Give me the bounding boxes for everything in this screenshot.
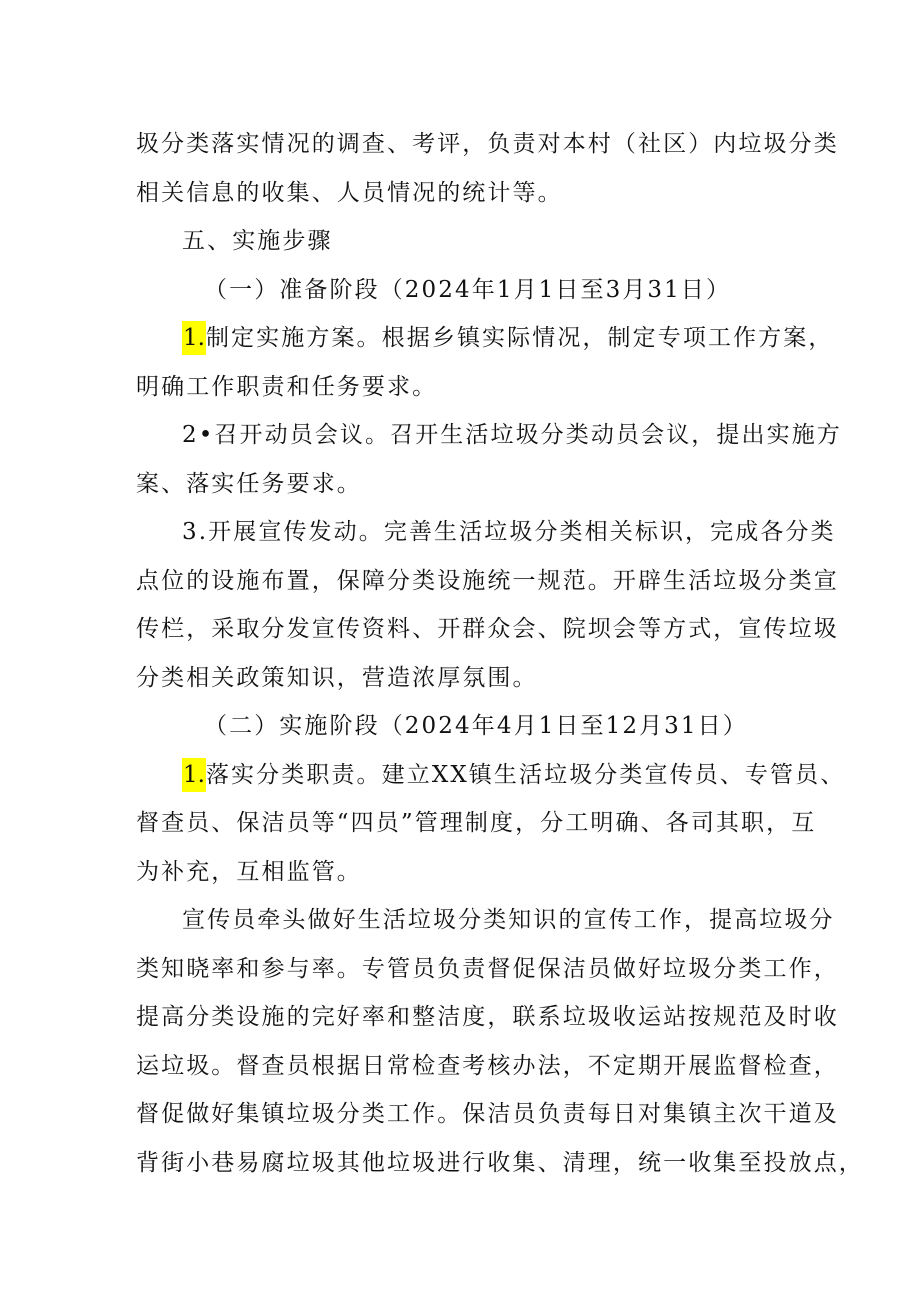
- text-line-22: 背街小巷易腐垃圾其他垃圾进行收集、清理，统一收集至投放点，: [136, 1149, 864, 1176]
- subsection-heading-1: （一）准备阶段（2024年1月1日至3月31日）: [204, 276, 732, 303]
- document-body: [136, 120, 864, 1187]
- text-line-6: 明确工作职责和任务要求。: [136, 373, 438, 400]
- text-line-18: 类知晓率和参与率。专管员负责督促保洁员做好垃圾分类工作，: [136, 955, 839, 982]
- text-line-11: 传栏，采取分发宣传资料、开群众会、院坝会等方式，宣传垃圾: [136, 616, 839, 642]
- subsection-heading-2: （二）实施阶段（2024年4月1日至12月31日）: [204, 713, 748, 739]
- text-line-21: 督促做好集镇垃圾分类工作。保洁员负责每日对集镇主次干道及: [136, 1101, 839, 1127]
- text-line-16: 为补充，互相监管。: [136, 858, 362, 885]
- paragraph-start: 宣传员牵头做好生活垃圾分类知识的宣传工作，提高垃圾分: [182, 907, 835, 933]
- item-text: 落实分类职责。建立XX镇生活垃圾分类宣传员、专管员、: [205, 761, 846, 788]
- item-text: 制定实施方案。根据乡镇实际情况，制定专项工作方案，: [205, 325, 834, 351]
- text-line-8: 案、落实任务要求。: [136, 470, 362, 497]
- text-line-15: 督查员、保洁员等“四员”管理制度，分工明确、各司其职，互: [136, 810, 817, 836]
- text-line-20: 运垃圾。督查员根据日常检查考核办法，不定期开展监督检查，: [136, 1052, 839, 1079]
- item-line-prep-1: [136, 314, 834, 363]
- text-line-1: 圾分类落实情况的调查、考评，负责对本村（社区）内垃圾分类: [136, 131, 839, 157]
- item-line-prep-2: 2•召开动员会议。召开生活垃圾分类动员会议，提出实施方: [182, 422, 842, 448]
- text-line-12: 分类相关政策知识，营造浓厚氛围。: [136, 664, 538, 691]
- text-line-10: 点位的设施布置，保障分类设施统一规范。开辟生活垃圾分类宣: [136, 567, 839, 594]
- item-line-impl-1: [136, 751, 846, 800]
- highlighted-marker: 1.: [182, 321, 206, 355]
- section-heading: 五、实施步骤: [182, 228, 333, 254]
- highlighted-marker: 1.: [182, 758, 206, 792]
- item-line-prep-3: 3.开展宣传发动。完善生活垃圾分类相关标识，完成各分类: [182, 519, 836, 545]
- text-line-19: 提高分类设施的完好率和整洁度，联系垃圾收运站按规范及时收: [136, 1004, 839, 1030]
- text-line-2: 相关信息的收集、人员情况的统计等。: [136, 179, 563, 206]
